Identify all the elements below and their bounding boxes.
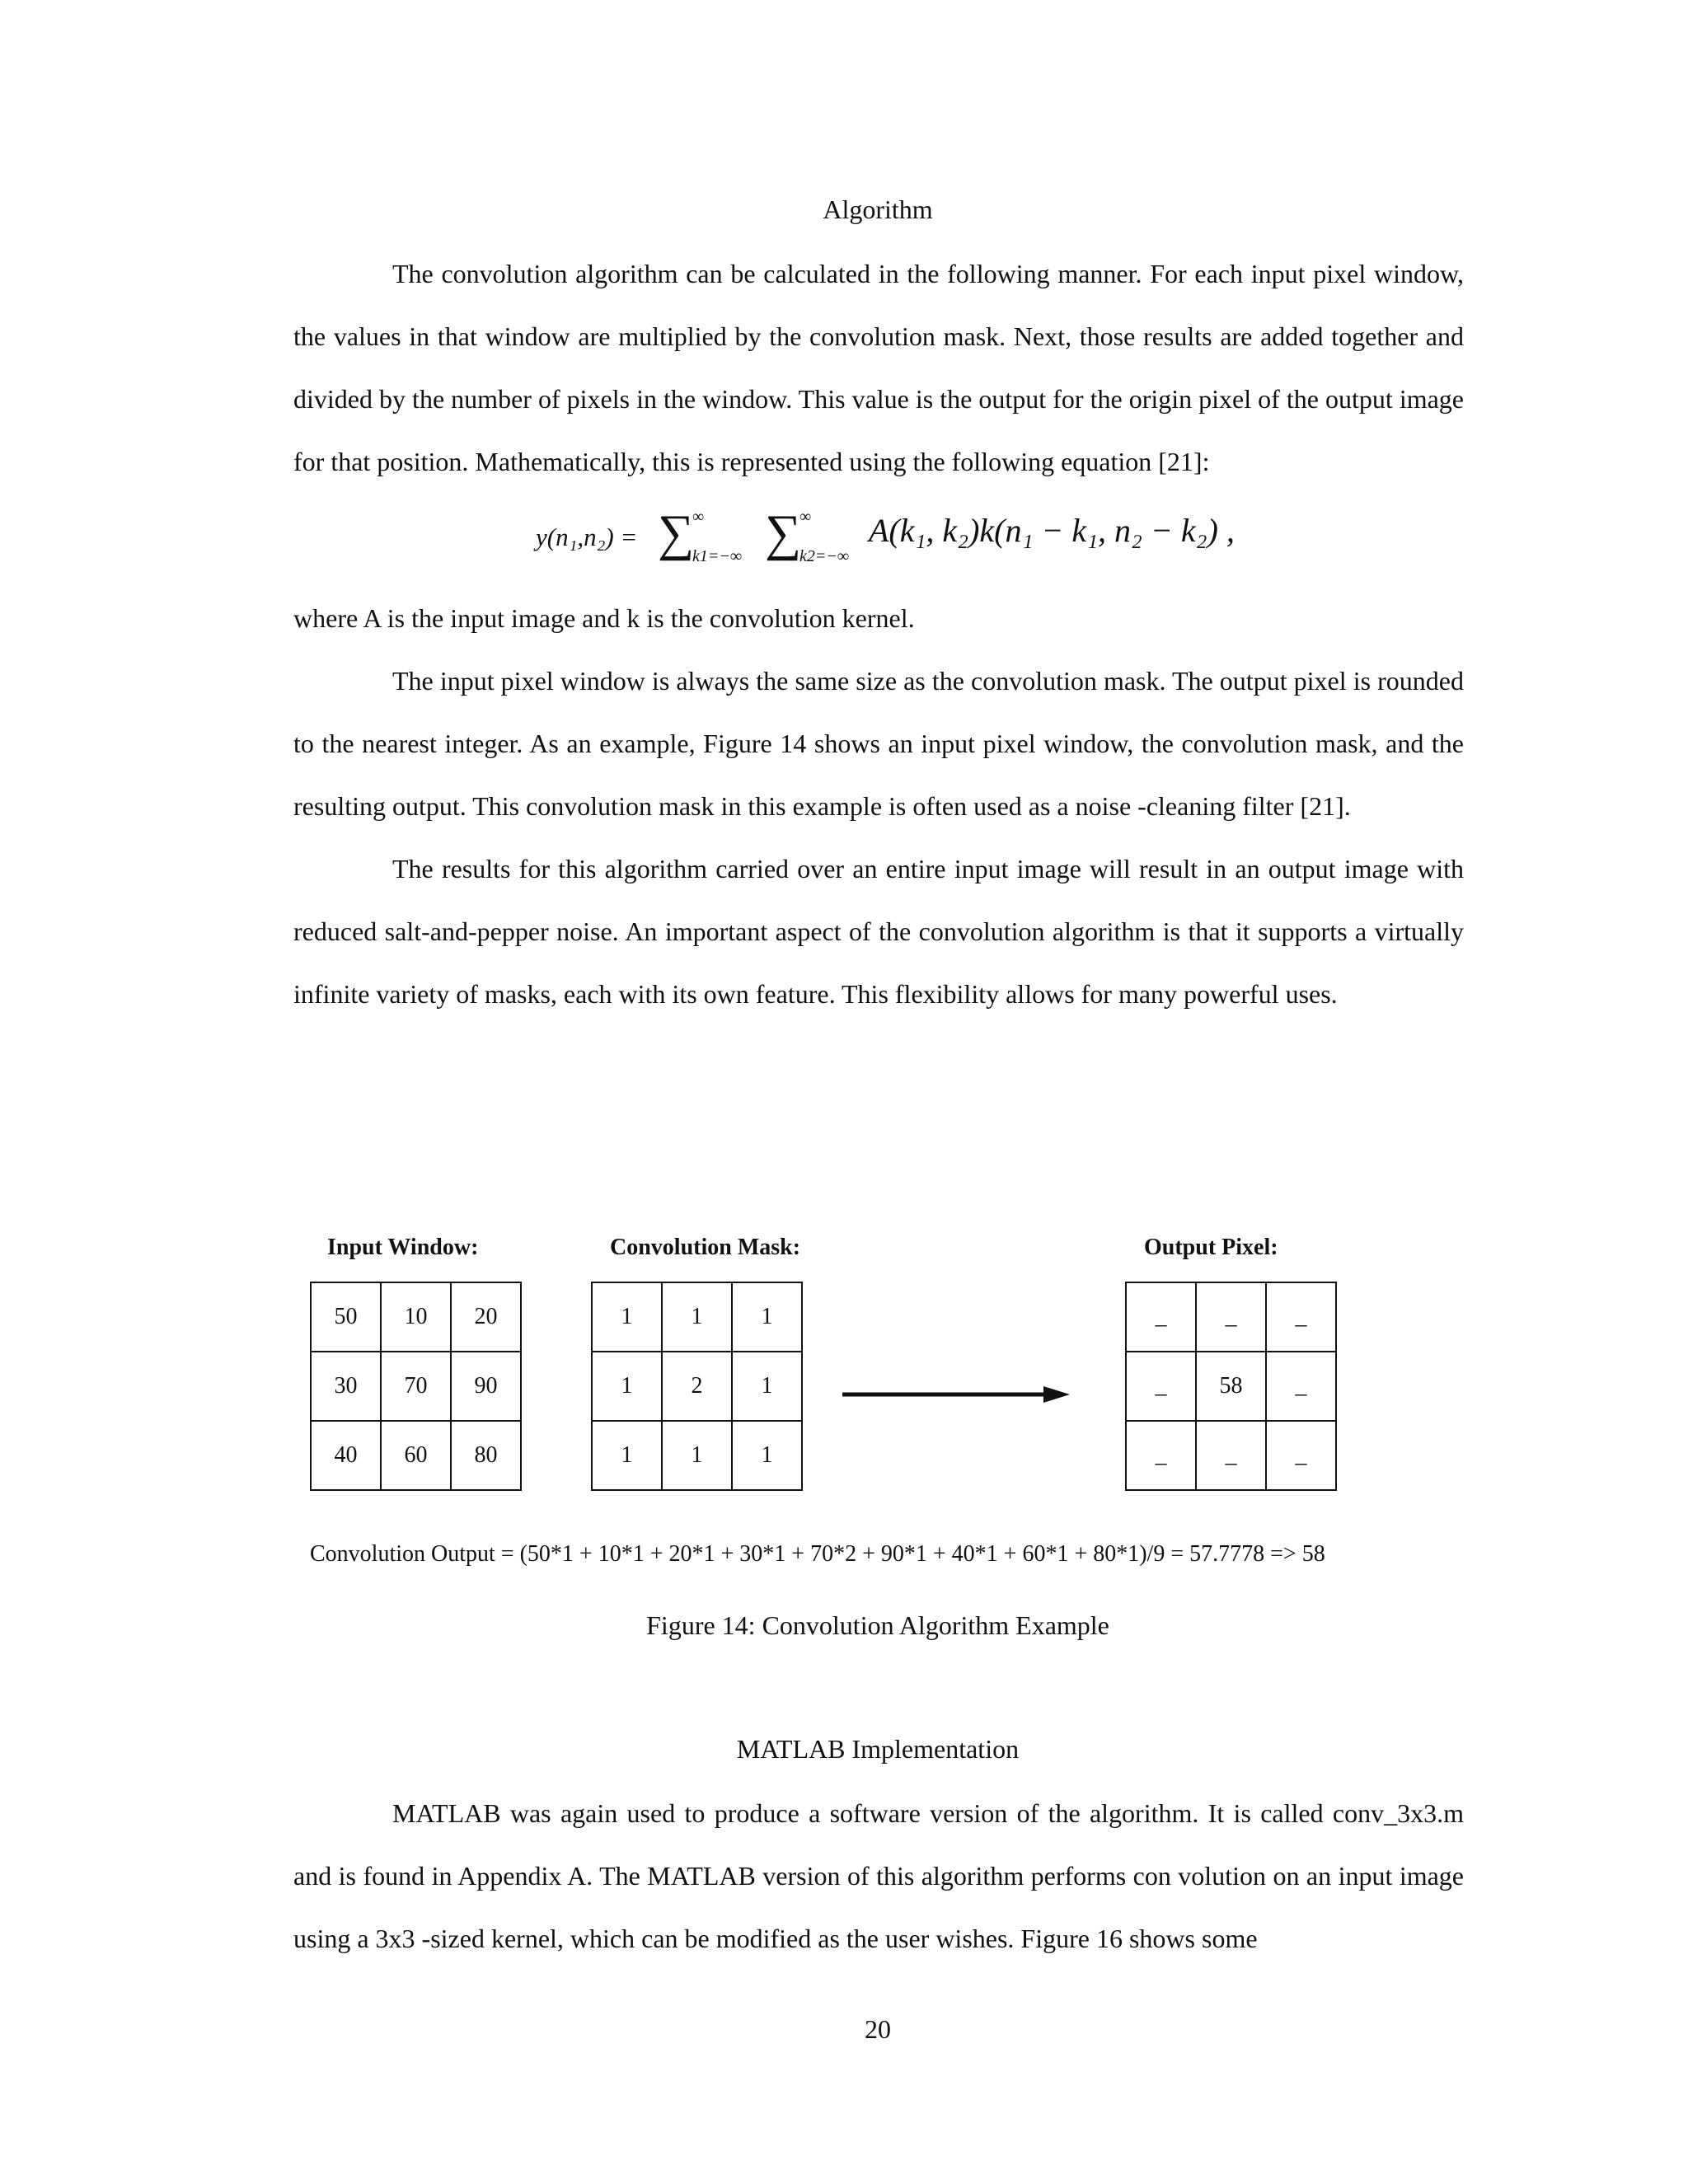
grid-cell: 1 — [662, 1421, 732, 1490]
paragraph-block — [293, 1782, 1464, 1970]
paragraph-text: The convolution algorithm can be calculated in the following manner. For each input pixel window, the values in that window are multiplied by the convolution mask. Next, those results are added together and divided by the number of pixels in the window. This value is the output for the origin pixel of the output image for that position. Mathematically, this is represented using the following equation [21]: — [293, 259, 1464, 476]
equation-lhs: y(n₁,n₂) = — [536, 523, 638, 551]
paragraph-text: MATLAB was again used to produce a software version of the algorithm. It is called conv_3x3.m and is found in Appendix A. The MATLAB version of this algorithm performs con volution on an input image using a 3x3 -sized kernel, which can be modified as the user wishes. Figure 16 shows some — [293, 1798, 1464, 1953]
grid-cell: _ — [1126, 1352, 1196, 1421]
input-window-grid — [310, 1282, 522, 1491]
paragraph-intro — [293, 242, 1464, 493]
grid-cell: 1 — [732, 1421, 802, 1490]
grid-cell: 1 — [592, 1421, 662, 1490]
output-pixel-grid — [1125, 1282, 1337, 1491]
grid-cell: 1 — [592, 1282, 662, 1352]
grid-cell: 1 — [732, 1352, 802, 1421]
section-title: MATLAB Implementation — [736, 1734, 1020, 1764]
convolution-mask-label: Convolution Mask: — [610, 1235, 801, 1260]
grid-cell: 2 — [662, 1352, 732, 1421]
grid-cell: 20 — [451, 1282, 521, 1352]
sum-lower-limit: k2=−∞ — [799, 547, 850, 565]
grid-cell: 1 — [732, 1282, 802, 1352]
sum-upper-limit: ∞ — [799, 508, 812, 526]
paragraph-block — [293, 649, 1464, 1025]
grid-cell: 1 — [592, 1352, 662, 1421]
input-window-label: Input Window: — [327, 1235, 479, 1260]
grid-cell: 40 — [311, 1421, 381, 1490]
grid-cell: 80 — [451, 1421, 521, 1490]
grid-cell: 90 — [451, 1352, 521, 1421]
grid-cell: _ — [1266, 1352, 1336, 1421]
paragraph-text: The input pixel window is always the same size as the convolution mask. The output pixel is rounded to the nearest integer. As an example, Figure 14 shows an input pixel window, the convolution mask, and the resulting output. This convolution mask in this example is often used as a noise -cleaning filter [21]. — [293, 666, 1464, 821]
grid-cell: _ — [1196, 1421, 1266, 1490]
output-pixel-label: Output Pixel: — [1144, 1235, 1278, 1260]
grid-cell: _ — [1266, 1421, 1336, 1490]
grid-cell: _ — [1126, 1421, 1196, 1490]
sum-lower-limit: k1=−∞ — [692, 547, 743, 565]
equation-explanation — [293, 587, 1464, 649]
grid-cell: _ — [1126, 1282, 1196, 1352]
grid-cell: _ — [1266, 1282, 1336, 1352]
grid-cell: 10 — [381, 1282, 451, 1352]
figure-caption: Figure 14: Convolution Algorithm Example — [646, 1610, 1109, 1640]
convolution-mask-grid — [591, 1282, 803, 1491]
paragraph-text: where A is the input image and k is the convolution kernel. — [293, 603, 915, 633]
sum-symbol: ∑ — [658, 505, 695, 561]
sum-symbol: ∑ — [765, 505, 802, 561]
sum-upper-limit: ∞ — [692, 508, 705, 526]
grid-cell: 1 — [662, 1282, 732, 1352]
right-arrow-icon — [841, 1378, 1071, 1411]
grid-cell: 60 — [381, 1421, 451, 1490]
page-number: 20 — [865, 2014, 891, 2044]
section-title: Algorithm — [823, 194, 933, 224]
convolution-output-formula: Convolution Output = (50*1 + 10*1 + 20*1 + 30*1 + 70*2 + 90*1 + 40*1 + 60*1 + 80*1)/9 = 57.7778 => 58 — [310, 1541, 1325, 1567]
equation-body: A(k₁, k₂)k(n₁ − k₁, n₂ − k₂) , — [869, 512, 1235, 549]
convolution-equation — [536, 505, 1278, 580]
grid-cell: 50 — [311, 1282, 381, 1352]
grid-cell: 70 — [381, 1352, 451, 1421]
paragraph-text: The results for this algorithm carried over an entire input image will result in an output image with reduced salt-and-pepper noise. An important aspect of the convolution algorithm is that it supports a virtually infinite variety of masks, each with its own feature. This flexibility allows for many powerful uses. — [293, 854, 1464, 1009]
grid-cell: 30 — [311, 1352, 381, 1421]
grid-cell: 58 — [1196, 1352, 1266, 1421]
grid-cell: _ — [1196, 1282, 1266, 1352]
